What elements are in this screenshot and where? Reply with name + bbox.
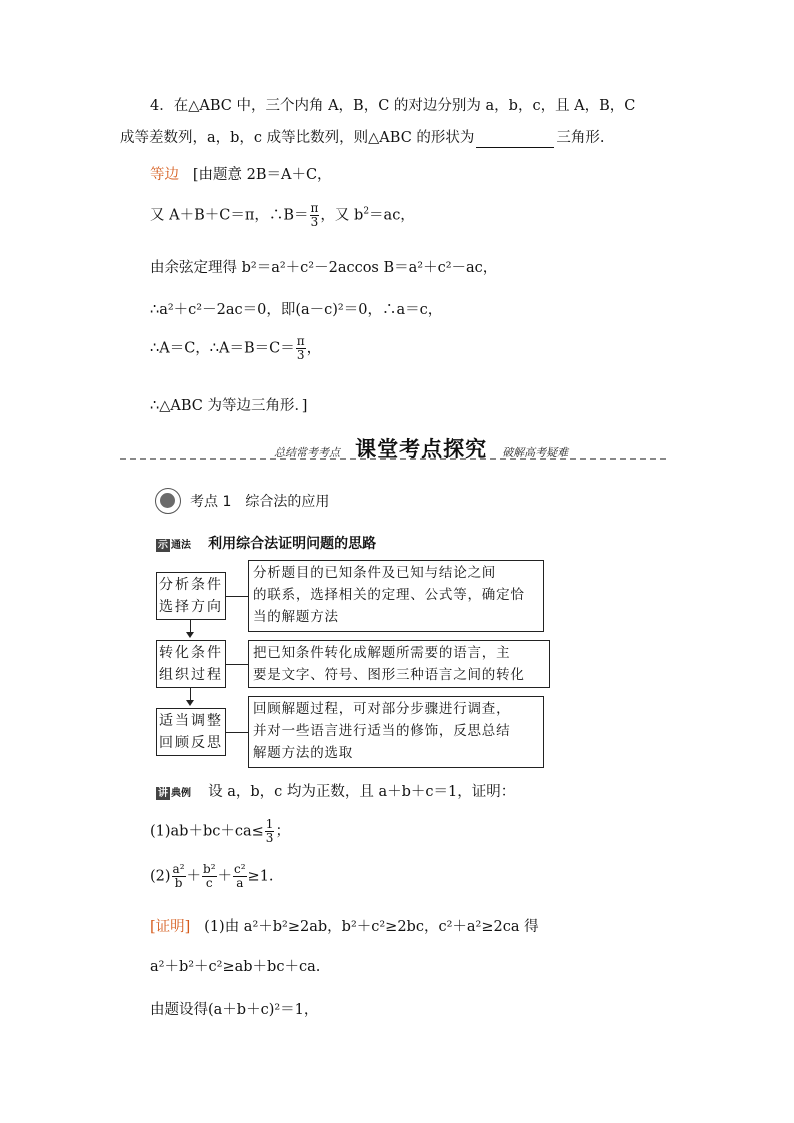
answer-s1: [由题意 2B＝A＋C， [192, 167, 332, 183]
example-part-1-end: ； [275, 823, 290, 840]
example-part-2-end: ≥1. [247, 868, 274, 885]
fraction-numerator: a² [172, 862, 185, 876]
proof-line-1-text: (1)由 a²＋b²≥2ab，b²＋c²≥2bc，c²＋a²≥2ca 得 [204, 919, 539, 935]
fraction-denominator: c [205, 876, 213, 890]
problem-line-1: 4．在△ABC 中，三个内角 A，B，C 的对边分别为 a，b，c，且 A，B，C [150, 98, 636, 114]
flow-step-3-desc-line-3: 解题方法的选取 [253, 745, 354, 761]
answer-line-1 [150, 165, 332, 185]
method-tag [156, 539, 191, 552]
flow-step-1-desc-line-1: 分析题目的已知条件及已知与结论之间 [253, 565, 497, 581]
flow-step-3-desc-line-1: 回顾解题过程，可对部分步骤进行调查， [253, 701, 511, 717]
fraction-numerator: π [310, 201, 319, 215]
example-tag [156, 787, 191, 800]
answer-line-4: ∴a²＋c²－2ac＝0，即(a－c)²＝0，∴a＝c， [150, 302, 443, 318]
answer-s2-text-b: ，又 b [320, 207, 364, 224]
example-part-1 [150, 818, 290, 845]
answer-line-3: 由余弦定理得 b²＝a²＋c²－2accos B＝a²＋c²－ac， [150, 260, 498, 276]
arrow-down-icon [186, 700, 194, 706]
flow-connector-3 [226, 732, 248, 733]
flow-step-2-desc [248, 640, 550, 688]
example-part-1-text: (1)ab＋bc＋ca≤ [150, 823, 264, 840]
flow-step-1-label [156, 572, 226, 620]
flow-step-3-label [156, 708, 226, 756]
flow-step-1-desc-line-3: 当的解题方法 [253, 609, 339, 625]
flow-step-3-desc-line-2: 并对一些语言进行适当的修饰，反思总结 [253, 723, 511, 739]
answer-line-5 [150, 335, 321, 362]
flow-step-1-label-line-2: 选择方向 [159, 599, 223, 615]
fraction-b2-over-c [202, 863, 217, 890]
answer-s5-text: ∴A＝C，∴A＝B＝C＝ [150, 340, 295, 357]
flow-connector-2 [226, 664, 248, 665]
flow-step-2-desc-line-2: 要是文字、符号、图形三种语言之间的转化 [253, 667, 525, 683]
answer-line-6: ∴△ABC 为等边三角形．] [150, 398, 308, 414]
flow-connector-1 [226, 596, 248, 597]
example-heading [156, 781, 515, 802]
fraction-numerator: c² [234, 862, 246, 876]
banner-divider [120, 458, 666, 460]
proof-label: [证明] [150, 919, 191, 935]
method-title: 利用综合法证明问题的思路 [208, 536, 377, 552]
fraction-c2-over-a [233, 863, 247, 890]
fraction-pi-over-3 [296, 335, 306, 362]
fraction-denominator: 3 [265, 831, 274, 845]
example-stem: 设 a，b，c 均为正数，且 a＋b＋c＝1，证明： [208, 784, 516, 800]
fraction-one-third [265, 818, 275, 845]
fraction-numerator: π [296, 334, 305, 348]
method-tag-text: 通法 [171, 540, 191, 551]
flow-step-1-label-line-1: 分析条件 [159, 577, 223, 593]
fraction-denominator: 3 [310, 215, 319, 229]
arrow-down-icon [186, 632, 194, 638]
fraction-pi-over-3 [310, 202, 320, 229]
method-heading [156, 533, 376, 553]
example-tag-text: 典例 [171, 788, 191, 799]
kaodian-circle-icon [155, 488, 181, 514]
flow-step-2-label-line-1: 转化条件 [159, 645, 223, 661]
fraction-a2-over-b [172, 863, 186, 890]
proof-line-1 [150, 917, 539, 937]
flow-step-3-desc [248, 696, 544, 768]
answer-label: 等边 [150, 167, 179, 183]
flow-step-2-label-line-2: 组织过程 [159, 667, 223, 683]
method-tag-box: 示 [158, 540, 168, 551]
flow-step-3-label-line-2: 回顾反思 [159, 735, 223, 751]
superscript: 2 [363, 206, 370, 217]
fraction-denominator: a [236, 876, 244, 890]
banner-right: 破解高考疑难 [502, 446, 569, 459]
kaodian-title: 考点 1 综合法的应用 [190, 494, 330, 510]
answer-line-2 [150, 202, 415, 229]
answer-s2-text-c: ＝ac， [369, 207, 415, 224]
example-part-2-label: (2) [150, 868, 171, 885]
banner-left: 总结常考考点 [274, 446, 340, 459]
flow-step-2-desc-line-1: 把已知条件转化成解题所需要的语言，主 [253, 645, 511, 661]
flow-arrow-2 [190, 688, 191, 700]
answer-s2-text: 又 A＋B＋C＝π，∴B＝ [150, 207, 309, 224]
answer-blank [476, 133, 554, 148]
fraction-numerator: b² [203, 862, 216, 876]
fraction-denominator: b [174, 876, 183, 890]
problem-line-2-end: 三角形. [556, 130, 605, 146]
problem-line-2 [120, 128, 605, 148]
proof-line-3: 由题设得(a＋b＋c)²＝1， [150, 1002, 319, 1018]
flow-step-1-desc [248, 560, 544, 632]
answer-s5-end: ， [306, 340, 322, 357]
flow-arrow-1 [190, 620, 191, 632]
banner-title: 课堂考点探究 [355, 437, 488, 461]
example-tag-box: 讲 [158, 788, 168, 799]
flow-step-1-desc-line-2: 的联系，选择相关的定理、公式等，确定恰 [253, 587, 525, 603]
flow-step-2-label [156, 640, 226, 688]
example-part-2: (2) $\frac{\text{a²}}{b}$ ＋ $\frac{\text{b²}}{c}$ ＋ $\frac{\text{c²}}{a}$ ≥1. [150, 862, 274, 890]
proof-line-2: a²＋b²＋c²≥ab＋bc＋ca. [150, 959, 321, 975]
flow-step-3-label-line-1: 适当调整 [159, 713, 223, 729]
fraction-numerator: 1 [265, 817, 274, 831]
problem-line-2-text: 成等差数列，a，b，c 成等比数列，则△ABC 的形状为 [120, 130, 475, 146]
fraction-denominator: 3 [296, 348, 305, 362]
